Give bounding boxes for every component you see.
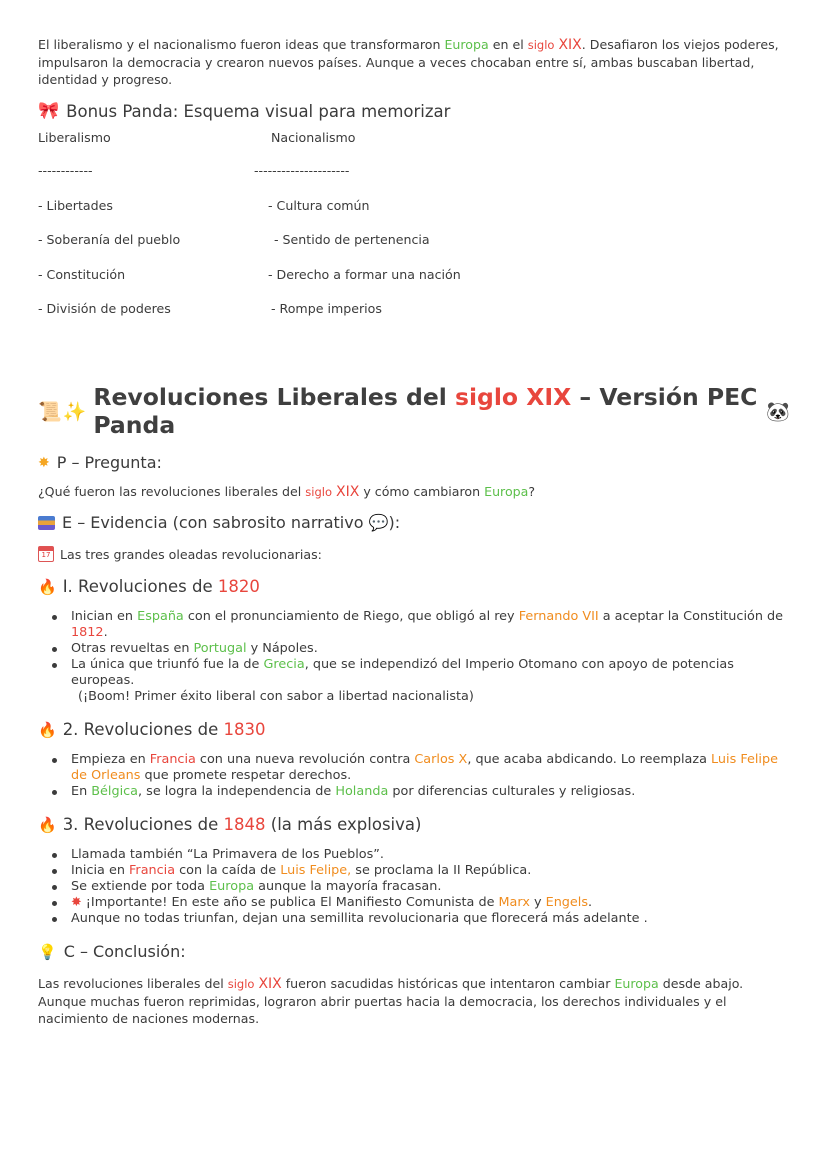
col1-item: - División de poderes bbox=[38, 301, 171, 316]
intro-paragraph bbox=[38, 36, 790, 88]
highlight-siglo: siglo bbox=[527, 38, 555, 52]
list-item: Aunque no todas triunfan, dejan una semillita revolucionaria que florecerá más adelante . bbox=[38, 911, 790, 927]
col2-rule: --------------------- bbox=[254, 163, 350, 178]
bonus-heading bbox=[38, 101, 790, 121]
wave-1830-list bbox=[38, 752, 790, 800]
books-icon bbox=[38, 516, 55, 530]
explosion-icon: ✸ bbox=[71, 895, 82, 910]
calendar-text: Las tres grandes oleadas revolucionarias: bbox=[60, 546, 322, 562]
scroll-icon: 📜 bbox=[38, 400, 62, 423]
intro-text: en el bbox=[488, 37, 528, 52]
fire-icon: 🔥 bbox=[38, 815, 57, 834]
star-icon: ✸ bbox=[38, 454, 50, 471]
col1-header: Liberalismo bbox=[38, 130, 111, 145]
list-item: Llamada también “La Primavera de los Pueblos”. bbox=[38, 847, 790, 863]
col2-item: - Cultura común bbox=[268, 198, 370, 213]
highlight-xix: XIX bbox=[558, 37, 582, 53]
ribbon-icon: 🎀 bbox=[38, 101, 60, 121]
wave-1820-heading: 🔥 I. Revoluciones de 1820 bbox=[38, 577, 260, 596]
pregunta-heading bbox=[38, 453, 790, 472]
col2-item: - Sentido de pertenencia bbox=[274, 232, 430, 247]
list-item: Otras revueltas en Portugal y Nápoles. bbox=[38, 641, 790, 657]
list-item: Se extiende por toda Europa aunque la mayoría fracasan. bbox=[38, 879, 790, 895]
col2-header: Nacionalismo bbox=[271, 130, 356, 145]
list-item: Empieza en Francia con una nueva revolución contra Carlos X, que acaba abdicando. Lo reemplaza Luis Felipe de Orleans que promete respetar derechos. bbox=[38, 752, 790, 784]
col1-item: - Soberanía del pueblo bbox=[38, 232, 181, 247]
calendar-icon: 17 bbox=[38, 546, 54, 562]
intro-text: El liberalismo y el nacionalismo fueron ideas que transformaron bbox=[38, 37, 445, 52]
col2-item: - Derecho a formar una nación bbox=[268, 267, 461, 282]
list-item: ✸ ¡Importante! En este año se publica El Manifiesto Comunista de Marx y Engels. bbox=[38, 895, 790, 911]
wave-1848-heading: 🔥 3. Revoluciones de 1848 (la más explosiva) bbox=[38, 815, 422, 834]
lightbulb-icon: 💡 bbox=[38, 942, 57, 961]
list-item: La única que triunfó fue la de Grecia, que se independizó del Imperio Otomano con apoyo de potencias europeas. bbox=[38, 657, 790, 689]
calendar-line bbox=[38, 546, 790, 562]
wave-1820-note: (¡Boom! Primer éxito liberal con sabor a libertad nacionalista) bbox=[78, 689, 474, 704]
col1-item: - Constitución bbox=[38, 267, 126, 282]
col2-item: - Rompe imperios bbox=[271, 301, 382, 316]
list-item: En Bélgica, se logra la independencia de Holanda por diferencias culturales y religiosas. bbox=[38, 784, 790, 800]
list-item: Inician en España con el pronunciamiento de Riego, que obligó al rey Fernando VII a aceptar la Constitución de 1812. bbox=[38, 609, 790, 641]
pregunta-text: ¿Qué fueron las revoluciones liberales del siglo XIX y cómo cambiaron Europa? bbox=[38, 484, 536, 500]
conclusion-heading bbox=[38, 942, 790, 961]
main-title-text: Revoluciones Liberales del siglo XIX – Versión PEC Panda bbox=[93, 383, 758, 439]
list-item: Inicia en Francia con la caída de Luis Felipe, se proclama la II República. bbox=[38, 863, 790, 879]
bonus-title: Bonus Panda: Esquema visual para memorizar bbox=[66, 101, 451, 121]
conclusion-text: Las revoluciones liberales del siglo XIX fueron sacudidas históricas que intentaron cambiar Europa desde abajo. Aunque muchas fueron reprimidas, lograron abrir puertas hacia la democracia, los derechos individuales y el nacimiento de naciones modernas. bbox=[38, 976, 744, 1026]
highlight-europa: Europa bbox=[444, 37, 489, 52]
main-title bbox=[38, 383, 790, 439]
col1-item: - Libertades bbox=[38, 198, 113, 213]
wave-1848-list bbox=[38, 847, 790, 927]
document bbox=[38, 36, 790, 1027]
scheme-table bbox=[38, 127, 790, 327]
wave-1830-heading: 🔥 2. Revoluciones de 1830 bbox=[38, 720, 266, 739]
pregunta-title: P – Pregunta: bbox=[56, 453, 162, 472]
conclusion-title: C – Conclusión: bbox=[63, 942, 186, 961]
evidencia-title: E – Evidencia (con sabrosito narrativo 💬): bbox=[62, 513, 401, 532]
wave-1820-list bbox=[38, 609, 790, 689]
fire-icon: 🔥 bbox=[38, 577, 57, 596]
panda-icon: 🐼 bbox=[766, 400, 790, 423]
intro-text: . Desafiaron los viejos poderes, impulsaron la democracia y crearon nuevos países. Aunque a veces chocaban entre sí, ambas buscaban libertad, identidad y progreso. bbox=[38, 37, 779, 87]
speech-bubble-icon: 💬 bbox=[368, 513, 389, 532]
sparkles-icon: ✨ bbox=[62, 400, 87, 423]
evidencia-heading bbox=[38, 513, 790, 532]
col1-rule: ------------ bbox=[38, 163, 93, 178]
fire-icon: 🔥 bbox=[38, 720, 57, 739]
